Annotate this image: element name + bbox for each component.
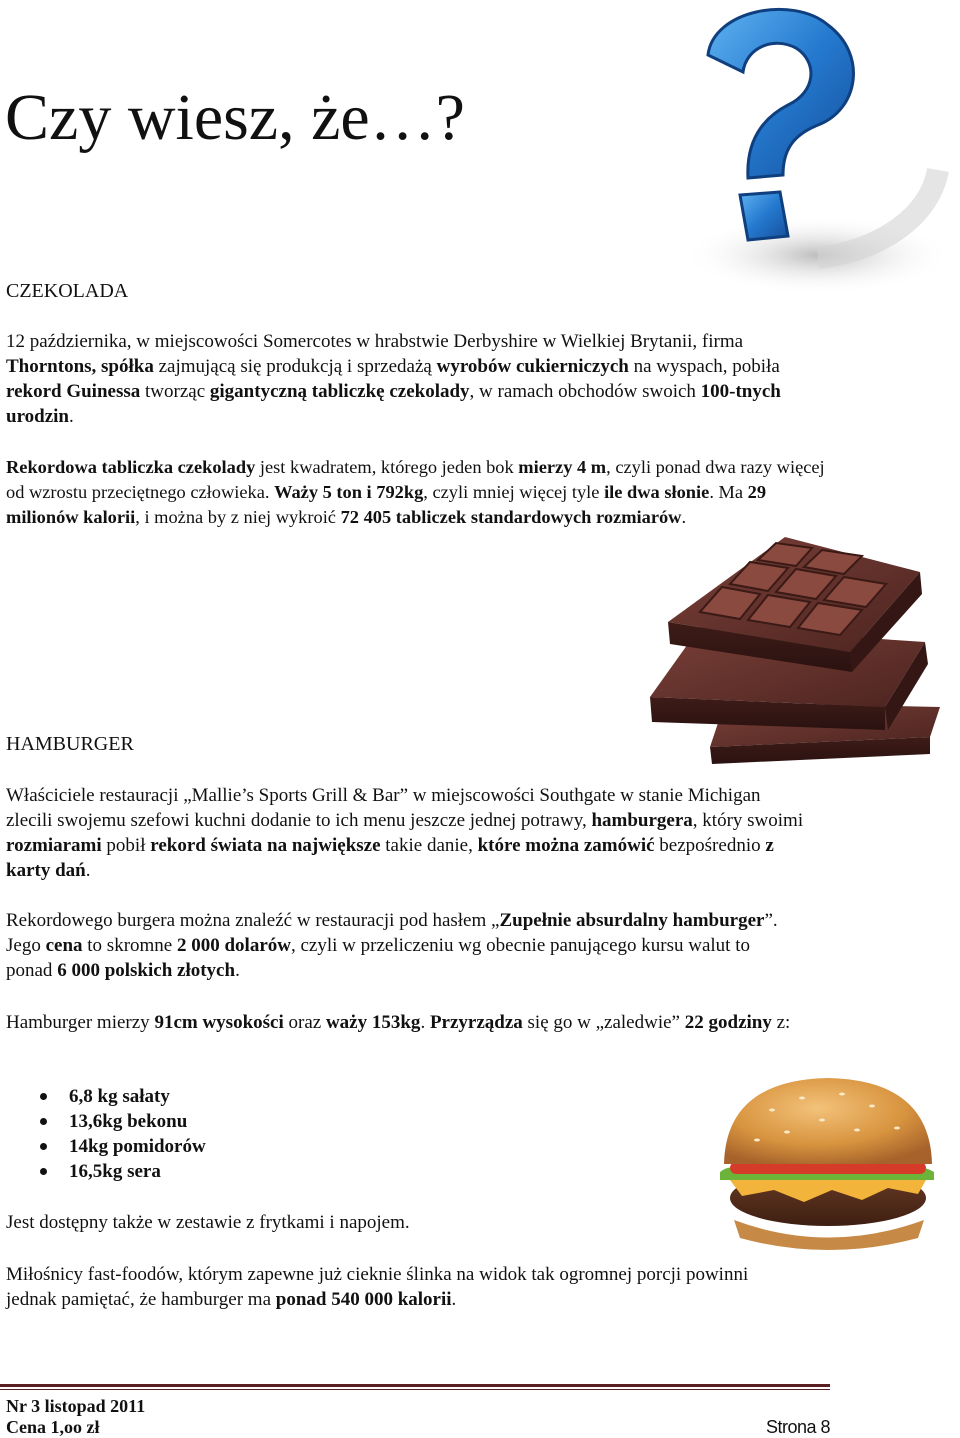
text-run: , w ramach obchodów swoich — [469, 381, 701, 402]
text-run: rekord świata na największe — [150, 835, 381, 856]
text-run: oraz — [283, 1012, 326, 1033]
text-run: Miłośnicy fast-foodów, którym zapewne już cieknie ślinka na widok tak ogromnej porcji powinni jednak pamiętać, że hamburger ma — [6, 1264, 749, 1310]
text-run: mierzy 4 m — [518, 457, 607, 477]
footer-divider — [0, 1384, 830, 1387]
bullet-icon — [40, 1118, 47, 1125]
footer-price: Cena 1,oo zł — [6, 1417, 100, 1437]
question-mark-icon — [668, 0, 960, 300]
chocolate-image — [640, 532, 950, 772]
text-run: 12 października, w miejscowości Somercotes w hrabstwie Derbyshire w Wielkiej Brytanii, firma — [6, 331, 744, 352]
text-run: ”. Jego — [6, 910, 778, 956]
hamburger-paragraph-3 — [6, 1010, 816, 1035]
text-run: ponad 540 000 kalorii — [275, 1289, 452, 1310]
chocolate-paragraph-1 — [6, 329, 806, 429]
text-run: rozmiarami — [6, 835, 102, 856]
text-run: . Ma — [709, 482, 748, 502]
text-run: . — [420, 1012, 430, 1033]
section-heading-chocolate: CZEKOLADA — [6, 280, 129, 302]
page-title: Czy wiesz, że…? — [5, 81, 465, 154]
hamburger-paragraph-5 — [6, 1262, 796, 1312]
text-run: Rekordowa tabliczka czekolady — [6, 457, 256, 477]
text-run: Rekordowego burgera można znaleźć w restauracji pod hasłem „ — [6, 910, 500, 931]
chocolate-paragraph-2 — [6, 455, 836, 530]
text-run: . — [69, 406, 74, 427]
bullet-icon — [40, 1143, 47, 1150]
list-item-label: 6,8 kg sałaty — [69, 1086, 170, 1107]
text-run: gigantyczną tabliczkę czekolady — [209, 381, 470, 402]
text-run: zajmującą się produkcją i sprzedażą — [153, 356, 437, 377]
text-run: bezpośrednio — [654, 835, 766, 856]
text-run: się go w „zaledwie” — [522, 1012, 685, 1033]
text-run: tworząc — [140, 381, 210, 402]
text-run: Zupełnie absurdalny hamburger — [499, 910, 765, 931]
text-run: z: — [771, 1012, 791, 1033]
text-run: waży 153kg — [325, 1012, 421, 1033]
text-run: cena — [45, 935, 83, 956]
text-run: to skromne — [82, 935, 177, 956]
list-item — [40, 1159, 206, 1184]
text-run: Thorntons, spółka — [6, 356, 154, 377]
text-run: . — [235, 960, 240, 981]
text-run: , i można by z niej wykroić — [135, 507, 341, 527]
text-run: 22 godziny — [684, 1012, 772, 1033]
text-run: ile dwa słonie — [604, 482, 710, 502]
text-run: które można zamówić — [477, 835, 655, 856]
text-run: 72 405 tabliczek standardowych rozmiarów — [340, 507, 682, 527]
text-run: , czyli w przeliczeniu wg obecnie panującego kursu walut to ponad — [6, 935, 750, 981]
text-run: takie danie, — [380, 835, 478, 856]
text-run: , czyli mniej więcej tyle — [423, 482, 605, 502]
list-item-label: 16,5kg sera — [69, 1161, 161, 1182]
text-run: rekord Guinessa — [6, 381, 141, 402]
text-run: na wyspach, pobiła — [628, 356, 780, 377]
ingredients-list — [40, 1084, 206, 1184]
list-item — [40, 1109, 206, 1134]
list-item — [40, 1084, 206, 1109]
text-run: . — [85, 860, 91, 881]
text-run: . — [681, 507, 687, 527]
text-run: 6 000 polskich złotych — [57, 960, 236, 981]
text-run: jest kwadratem, którego jeden bok — [255, 457, 519, 477]
text-run: 2 000 dolarów — [176, 935, 291, 956]
text-run: Waży 5 ton i 792kg — [274, 482, 424, 502]
text-run: hamburgera — [591, 810, 693, 831]
text-run: Przyrządza — [429, 1012, 523, 1033]
text-run: wyrobów cukierniczych — [436, 356, 629, 377]
hamburger-paragraph-4 — [6, 1210, 706, 1235]
text-run: 100-tnych urodzin — [6, 381, 781, 427]
text-run: 29 milionów kalorii — [6, 482, 767, 527]
text-run: Hamburger mierzy — [6, 1012, 155, 1033]
list-item-label: 14kg pomidorów — [69, 1136, 206, 1157]
text-run: Jest dostępny także w zestawie z frytkami i napojem. — [6, 1212, 410, 1233]
footer-divider-thin — [0, 1389, 830, 1390]
page-number: Strona 8 — [765, 1417, 830, 1437]
hamburger-paragraph-2 — [6, 908, 786, 983]
text-run: . — [451, 1289, 457, 1310]
section-heading-hamburger: HAMBURGER — [6, 733, 134, 755]
text-run: pobił — [101, 835, 151, 856]
text-run: Właściciele restauracji „Mallie’s Sports Grill & Bar” w miejscowości Southgate w stanie Michigan zlecili swojemu szefowi kuchni dodanie to ich menu jeszcze jednej potrawy, — [6, 785, 761, 831]
text-run: , który swoimi — [692, 810, 804, 831]
text-run: 91cm wysokości — [154, 1012, 284, 1033]
list-item-label: 13,6kg bekonu — [69, 1111, 188, 1132]
text-run: z karty dań — [6, 835, 774, 881]
hamburger-paragraph-1 — [6, 783, 806, 883]
footer-issue: Nr 3 listopad 2011 — [6, 1396, 146, 1416]
bullet-icon — [40, 1093, 47, 1100]
text-run: , czyli ponad dwa razy więcej od wzrostu przeciętnego człowieka. — [6, 457, 825, 502]
hamburger-image — [712, 1070, 944, 1250]
list-item — [40, 1134, 206, 1159]
bullet-icon — [40, 1168, 47, 1175]
